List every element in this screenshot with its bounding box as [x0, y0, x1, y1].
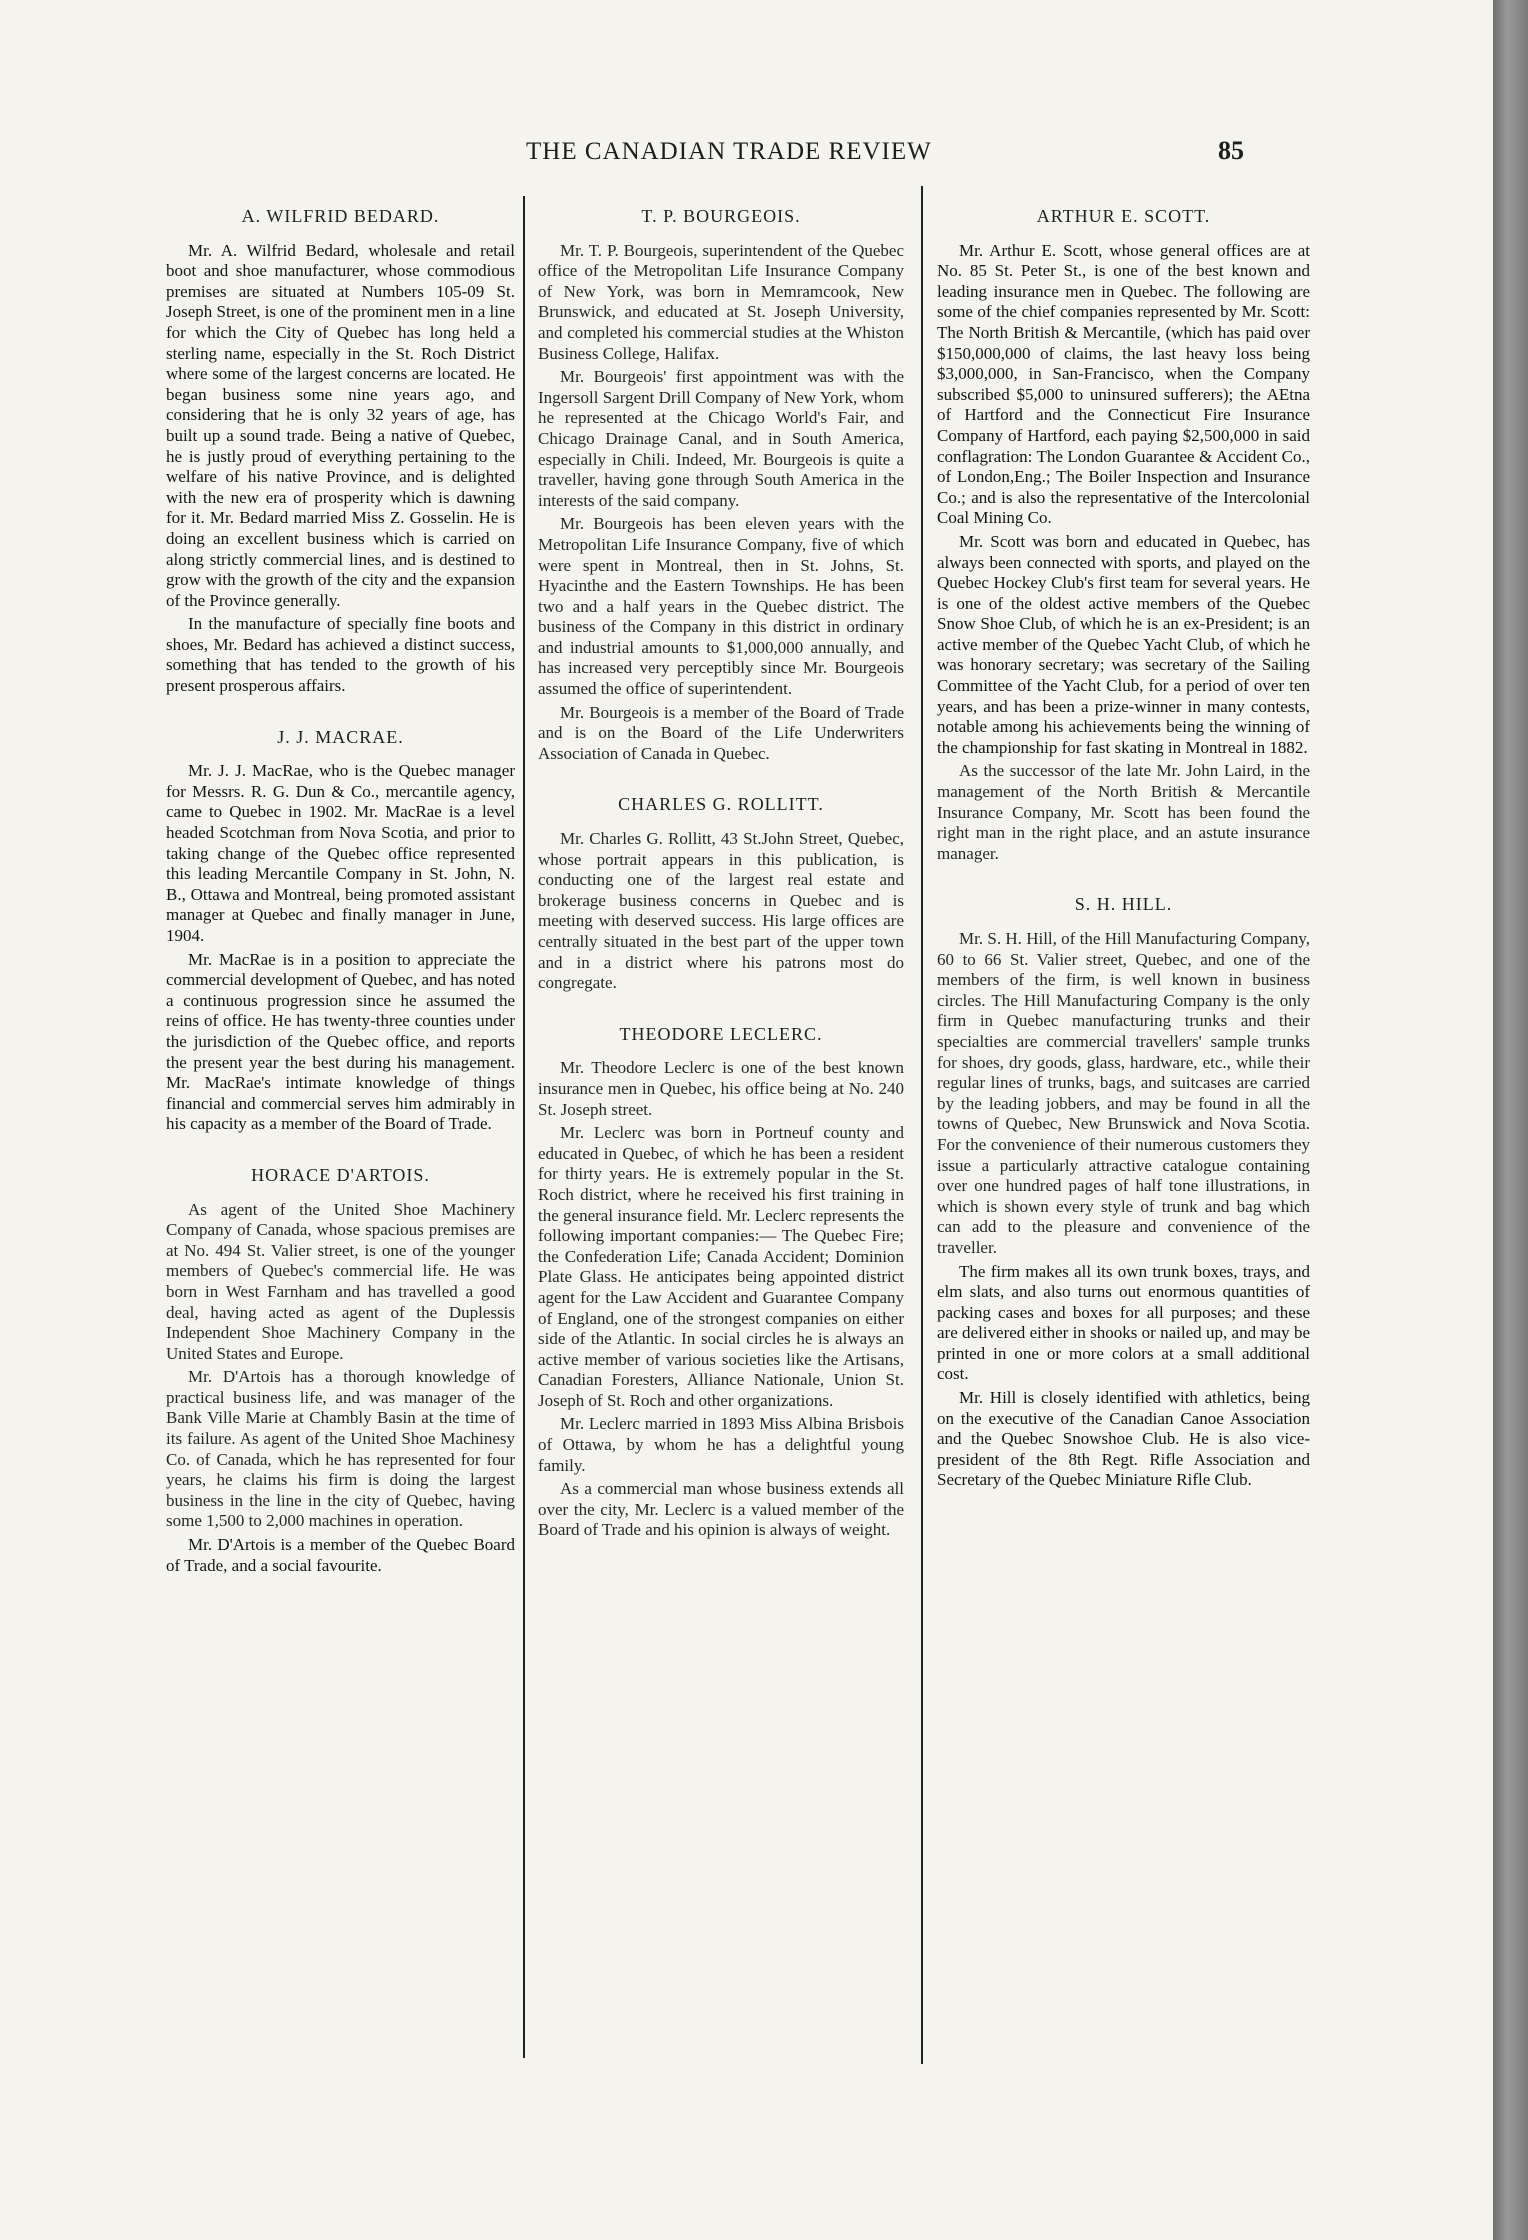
running-head: [0, 138, 1493, 178]
article-paragraph: The firm makes all its own trunk boxes, trays, and elm slats, and also turns out enormous quantities of packing cases and boxes for all purposes; and these are delivered either in shooks or nailed up, and may be printed in one or more colors at a small additional cost.: [937, 1261, 1310, 1384]
article-hill: [937, 894, 1310, 1491]
article-scott: [937, 206, 1310, 864]
article-bourgeois: [538, 206, 904, 764]
column-middle: [538, 200, 904, 1544]
article-paragraph: As the successor of the late Mr. John Laird, in the management of the North British & Mercantile Insurance Company, Mr. Scott has been found the right man in the right place, and an astute insurance manager.: [937, 761, 1310, 863]
column-rule-left: [523, 196, 525, 2058]
article-paragraph: Mr. Bourgeois is a member of the Board of Trade and is on the Board of the Life Underwriters Association of Canada in Quebec.: [538, 702, 904, 763]
article-paragraph: In the manufacture of specially fine boots and shoes, Mr. Bedard has achieved a distinct success, something that has tended to the growth of his present prosperous affairs.: [166, 614, 515, 696]
article-rollitt: [538, 794, 904, 993]
article-paragraph: Mr. A. Wilfrid Bedard, wholesale and retail boot and shoe manufacturer, whose commodious premises are situated at Numbers 105-09 St. Joseph Street, is one of the prominent men in a line for which the City of Quebec has long held a sterling name, especially in the St. Roch District where some of the largest concerns are located. He began business some nine years ago, and considering that he is only 32 years of age, has built up a sound trade. Being a native of Quebec, he is justly proud of everything pertaining to the welfare of his native Province, and is delighted with the new era of prosperity which is dawning for it. Mr. Bedard married Miss Z. Gosselin. He is doing an excellent business which is carried on along strictly commercial lines, and is destined to grow with the growth of the city and the expansion of the Province generally.: [166, 240, 515, 610]
running-title: THE CANADIAN TRADE REVIEW: [526, 138, 932, 165]
article-macrae: [166, 727, 515, 1135]
article-heading: T. P. BOURGEOIS.: [641, 206, 801, 226]
article-paragraph: Mr. D'Artois has a thorough knowledge of practical business life, and was manager of the Bank Ville Marie at Chambly Basin at the time of its failure. As agent of the United Shoe Machinesy Co. of Canada, which he has represented for four years, he claims his firm is doing the largest business in the line in the city of Quebec, having some 1,500 to 2,000 machines in operation.: [166, 1367, 515, 1531]
column-rule-right: [921, 186, 923, 2064]
article-heading: CHARLES G. ROLLITT.: [618, 794, 824, 815]
article-paragraph: As agent of the United Shoe Machinery Company of Canada, whose spacious premises are at No. 494 St. Valier street, is one of the younger members of Quebec's commercial life. He was born in West Farnham and has travelled a good deal, having acted as agent of the Duplessis Independent Shoe Machinery Company in the United States and Europe.: [166, 1199, 515, 1363]
article-dartois: [166, 1165, 515, 1576]
article-paragraph: Mr. S. H. Hill, of the Hill Manufacturing Company, 60 to 66 St. Valier street, Quebec, and one of the members of the firm, is well known in business circles. The Hill Manufacturing Company is the only firm in Quebec manufacturing trunks and their specialties are commercial travellers' sample trunks for shoes, dry goods, glass, hardware, etc., while their regular lines of trunks, bags, and suitcases are carried by the leading jobbers, and may be found in all the towns of Quebec, New Brunswick and Nova Scotia. For the convenience of their numerous customers they issue a particularly attractive catalogue containing over one hundred pages of half tone illustrations, in which is shown every style of trunk and bag which can add to the pleasure and convenience of the traveller.: [937, 929, 1310, 1257]
article-paragraph: Mr. MacRae is in a position to appreciate the commercial development of Quebec, and has noted a continuous progression since he assumed the reins of office. He has twenty-three counties under the jurisdiction of the Quebec office, and reports the present year the best during his management. Mr. MacRae's intimate knowledge of things financial and commercial serves him admirably in his capacity as a member of the Board of Trade.: [166, 949, 515, 1134]
page-edge-shadow: [1493, 0, 1528, 2240]
column-right: [937, 200, 1310, 1494]
article-heading: J. J. MACRAE.: [277, 726, 404, 747]
page-number: 85: [1218, 136, 1244, 165]
article-paragraph: Mr. J. J. MacRae, who is the Quebec manager for Messrs. R. G. Dun & Co., mercantile agency, came to Quebec in 1902. Mr. MacRae is a level headed Scotchman from Nova Scotia, and prior to taking change of the Quebec office represented this leading Mercantile Company in St. John, N. B., Ottawa and Montreal, being promoted assistant manager at Quebec and finally manager in June, 1904.: [166, 761, 515, 945]
article-heading: THEODORE LECLERC.: [619, 1023, 823, 1044]
article-heading: HORACE D'ARTOIS.: [251, 1164, 430, 1185]
article-bedard: [166, 206, 515, 697]
article-paragraph: Mr. Leclerc was born in Portneuf county and educated in Quebec, of which he has been a resident for thirty years. He is extremely popular in the St. Roch district, where he received his first training in the general insurance field. Mr. Leclerc represents the following important companies:— The Quebec Fire; the Confederation Life; Canada Accident; Dominion Plate Glass. He anticipates being appointed district agent for the Law Accident and Guarantee Company of England, one of the strongest companies on either side of the Atlantic. In social circles he is always an active member of various societies like the Artisans, Canadian Foresters, Alliance Nationale, Union St. Joseph of St. Roch and other organizations.: [538, 1123, 904, 1410]
column-left: [166, 200, 515, 1579]
article-paragraph: Mr. Leclerc married in 1893 Miss Albina Brisbois of Ottawa, by whom he has a delightful young family.: [538, 1414, 904, 1475]
article-paragraph: Mr. Scott was born and educated in Quebec, has always been connected with sports, and played on the Quebec Hockey Club's first team for several years. He is one of the oldest active members of the Quebec Snow Shoe Club, of which he is an ex-President; is an active member of the Quebec Yacht Club, of which he was honorary secretary; was secretary of the Sailing Committee of the Yacht Club, for a period of over ten years, and has been a prize-winner in many contests, notable among his achievements being the winning of the championship for fast skating in Montreal in 1882.: [937, 531, 1310, 757]
article-paragraph: Mr. Bourgeois has been eleven years with the Metropolitan Life Insurance Company, five of which were spent in Montreal, then in St. Johns, St. Hyacinthe and the Eastern Townships. He has been two and a half years in the Quebec district. The business of the Company in this district in ordinary and industrial amounts to $1,000,000 annually, and has increased very perceptibly since Mr. Bourgeois assumed the office of superintendent.: [538, 514, 904, 699]
article-heading: S. H. HILL.: [1074, 894, 1173, 915]
article-leclerc: [538, 1024, 904, 1541]
article-paragraph: Mr. Bourgeois' first appointment was with the Ingersoll Sargent Drill Company of New York, whom he represented at the Chicago World's Fair, and Chicago Drainage Canal, and in South America, especially in Chili. Indeed, Mr. Bourgeois is quite a traveller, having gone through South America in the interests of the said company.: [538, 367, 904, 510]
article-paragraph: Mr. Charles G. Rollitt, 43 St.John Street, Quebec, whose portrait appears in this publication, is conducting one of the largest real estate and brokerage business concerns in Quebec and is meeting with deserved success. His large offices are centrally situated in the best part of the upper town and in a district where his patrons most do congregate.: [538, 829, 904, 993]
article-paragraph: Mr. Arthur E. Scott, whose general offices are at No. 85 St. Peter St., is one of the best known and leading insurance men in Quebec. The following are some of the chief companies represented by Mr. Scott: The North British & Mercantile, (which has paid over $150,000,000 of claims, the last heavy loss being $3,000,000, in San-Francisco, when the Company subscribed $5,000 to uninsured sufferers); the AEtna of Hartford and the Connecticut Fire Insurance Company of Hartford, each paying $2,500,000 in said conflagration: The London Guarantee & Accident Co., of London,Eng.; The Boiler Inspection and Insurance Co.; and is also the representative of the Intercolonial Coal Mining Co.: [937, 240, 1310, 528]
article-heading: A. WILFRID BEDARD.: [241, 206, 440, 226]
article-paragraph: As a commercial man whose business extends all over the city, Mr. Leclerc is a valued member of the Board of Trade and his opinion is always of weight.: [538, 1479, 904, 1540]
article-heading: ARTHUR E. SCOTT.: [1036, 206, 1211, 226]
article-paragraph: Mr. D'Artois is a member of the Quebec Board of Trade, and a social favourite.: [166, 1535, 515, 1575]
article-paragraph: Mr. Hill is closely identified with athletics, being on the executive of the Canadian Canoe Association and the Quebec Snowshoe Club. He is also vice-president of the 8th Regt. Rifle Association and Secretary of the Quebec Miniature Rifle Club.: [937, 1388, 1310, 1490]
article-paragraph: Mr. Theodore Leclerc is one of the best known insurance men in Quebec, his office being at No. 240 St. Joseph street.: [538, 1058, 904, 1119]
article-paragraph: Mr. T. P. Bourgeois, superintendent of the Quebec office of the Metropolitan Life Insurance Company of New York, was born in Memramcook, New Brunswick, and educated at St. Joseph University, and completed his commercial studies at the Whiston Business College, Halifax.: [538, 240, 904, 363]
